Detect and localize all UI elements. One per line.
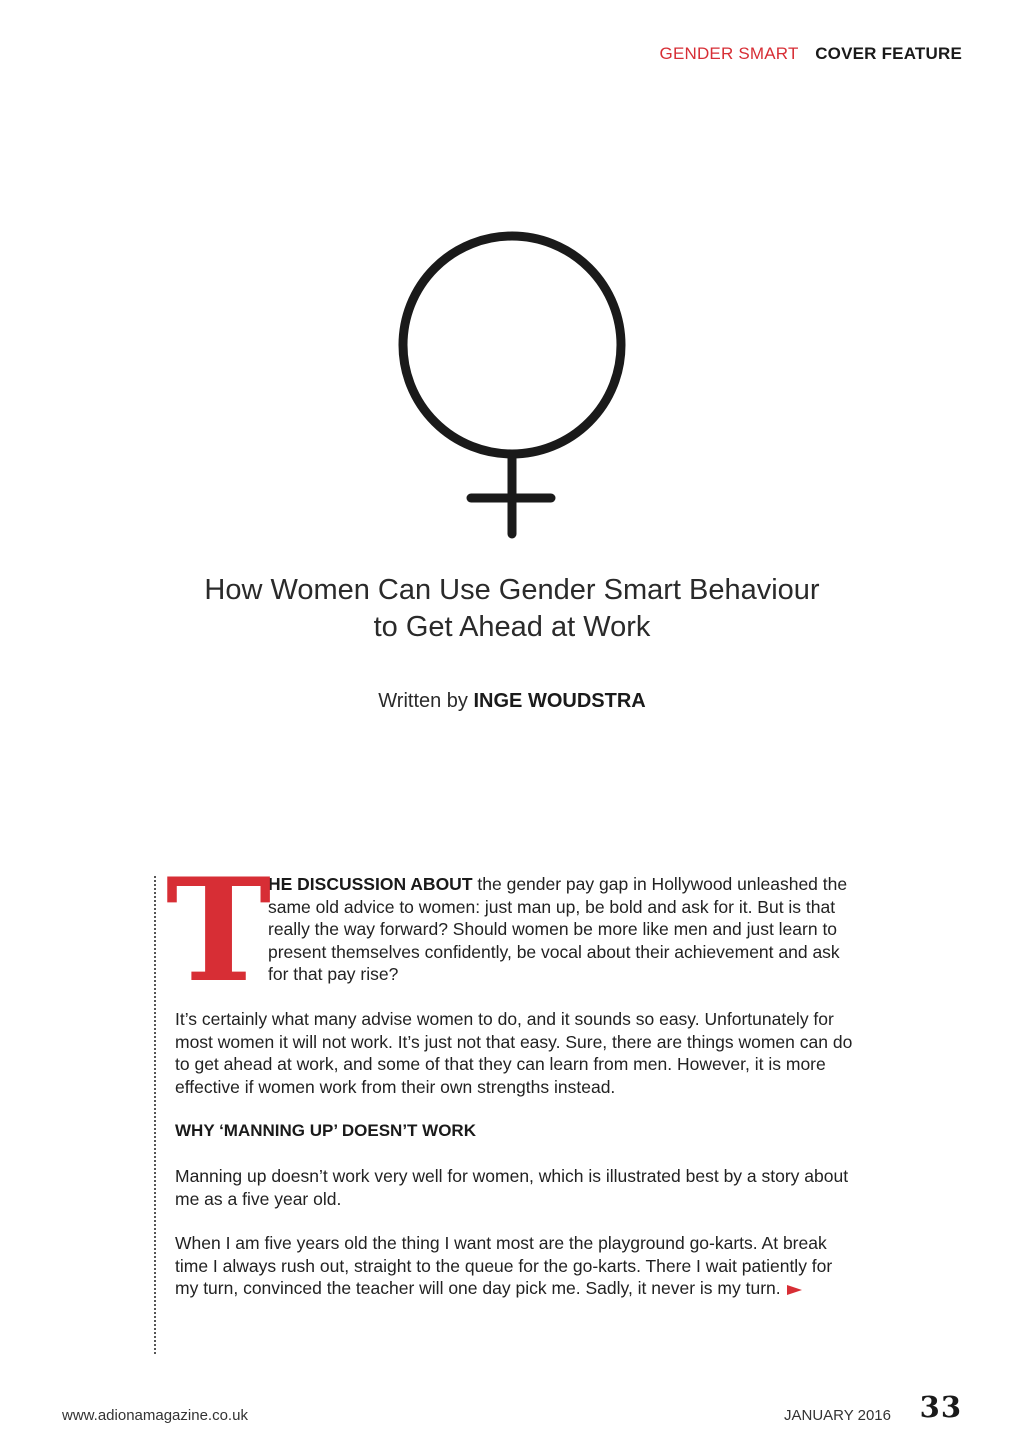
byline [0,690,1024,713]
title-line-2: to Get Ahead at Work [373,611,651,643]
lead-paragraph [165,848,855,1014]
lead-text: the gender pay gap in Hollywood unleashed the same old advice to women: just man up, be bold and ask for it. But is that really the way forward? Should women be more like men and just learn to present themselves confidently, be vocal about their achievement and ask for that pay rise? [268,874,848,985]
lead-bold-text: HE DISCUSSION ABOUT [268,874,473,894]
feature-label: COVER FEATURE [815,44,962,63]
drop-cap [165,848,272,1014]
title-line-1: How Women Can Use Gender Smart Behaviour [204,574,820,606]
footer-website: www.adionamagazine.co.uk [62,1407,248,1424]
author-name: INGE WOUDSTRA [473,690,646,712]
paragraph: It’s certainly what many advise women to do, and it sounds so easy. Unfortunately for most women it will not work. It’s just not that easy. Sure, there are things women can do to get ahead at work, and some of that they can learn from men. However, it is more effective if women work from their own strengths instead. [175,1008,853,1097]
paragraph-text: When I am five years old the thing I want most are the playground go-karts. At break time I always rush out, straight to the queue for the go-karts. There I wait patiently for my turn, convinced the teacher will one day pick me. Sadly, it never is my turn. [175,1233,833,1299]
page-number: 33 [919,1390,962,1424]
venus-symbol-icon [392,238,632,538]
continue-arrow-icon [787,1285,802,1295]
section-subheading: WHY ‘MANNING UP’ DOESN’T WORK [175,1121,476,1141]
drop-cap-letter: T [165,848,272,1014]
section-header [660,44,962,64]
article-body [165,848,855,1300]
byline-prefix: Written by [378,690,468,712]
paragraph-last [175,1232,855,1300]
dotted-divider [154,876,156,1354]
article-title [0,572,1024,646]
paragraph: Manning up doesn’t work very well for women, which is illustrated best by a story about me as a five year old. [175,1165,849,1209]
section-label: GENDER SMART [659,44,799,63]
footer-issue-date: JANUARY 2016 [783,1407,891,1424]
